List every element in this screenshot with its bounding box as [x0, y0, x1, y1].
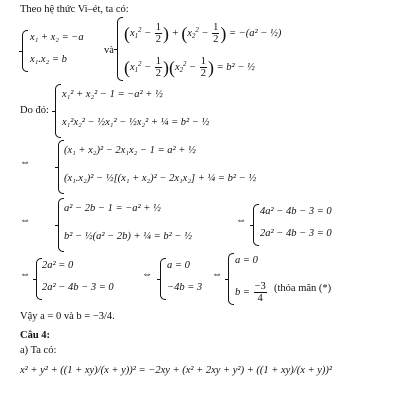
brace-sys3: [55, 84, 61, 138]
do-do-text: Do đó:: [20, 105, 49, 116]
intro-text: Theo hệ thức Vi–ét, ta có:: [20, 4, 129, 15]
sys7-eq2: 2a² − 4b − 3 = 0: [42, 282, 114, 293]
sys8-eq2: −4b = 3: [167, 282, 203, 293]
brace-sys8: [160, 258, 166, 300]
equiv-arrow-6: ⇔: [212, 269, 223, 280]
sys8-eq1: a = 0: [167, 260, 190, 271]
brace-sys1: [22, 30, 28, 72]
sys9-eq2: b = $\frac{-3}{4}$: [235, 281, 266, 305]
sys6-eq2: 2a² − 4b − 3 = 0: [260, 228, 332, 239]
sys5-eq1: a² − 2b − 1 = −a² + ½: [64, 203, 161, 214]
conj-text: và: [104, 45, 114, 56]
brace-sys2: [117, 17, 123, 81]
sys4-eq2: (x₁.x₂)² − ½[(x₁ + x₂)² − 2x₁x₂] + ¼ = b² − ½: [64, 173, 257, 184]
sys9-note: (thỏa mãn (*): [274, 283, 332, 294]
sys7-eq1: 2a² = 0: [42, 260, 74, 271]
brace-sys9: [228, 253, 234, 305]
cau4-eq-line: x² + y² + ((1 + xy)/(x + y))² = −2xy + (x² + 2xy + y²) + ((1 + xy)/(x + y))²: [20, 365, 333, 376]
brace-sys6: [253, 204, 259, 246]
sys9-eq1: a = 0: [235, 255, 258, 266]
sys1-eq2: x₁.x₂ = b: [30, 54, 67, 65]
equiv-arrow-2: ⇔: [20, 215, 31, 226]
sys3-eq2: x₁²x₂² − ½x₁² − ½x₂² + ¼ = b² − ½: [62, 117, 210, 128]
sys2-eq1: ($x_1^2$ − $\frac{1}{2}$ ) + ($x_2^2$ − $\frac{1}{2}$ ) = −(a² − ½): [124, 22, 282, 46]
sys5-eq2: b² − ½(a² − 2b) + ¼ = b² − ½: [64, 231, 192, 242]
equiv-arrow-1: ⇔: [20, 157, 31, 168]
cau4-heading: Câu 4:: [20, 330, 51, 341]
sys1-eq1: x₁ + x₂ = −a: [30, 32, 84, 43]
sys2-eq2: ($x_1^2$ − $\frac{1}{2}$ )($x_2^2$ − $\frac{1}{2}$ ) = b² − ½: [124, 56, 255, 80]
cau4-part-a: a) Ta có:: [20, 345, 57, 356]
conclusion-text: Vậy a = 0 và b = −3/4.: [20, 311, 115, 322]
equiv-arrow-4: ⇔: [20, 269, 31, 280]
sys6-eq1: 4a² − 4b − 3 = 0: [260, 206, 332, 217]
sys4-eq1: (x₁ + x₂)² − 2x₁x₂ − 1 = a² + ½: [64, 145, 196, 156]
equiv-arrow-3: ⇔: [236, 215, 247, 226]
sys3-eq1: x₁² + x₂² − 1 = −a² + ½: [62, 89, 163, 100]
equiv-arrow-5: ⇔: [142, 269, 153, 280]
